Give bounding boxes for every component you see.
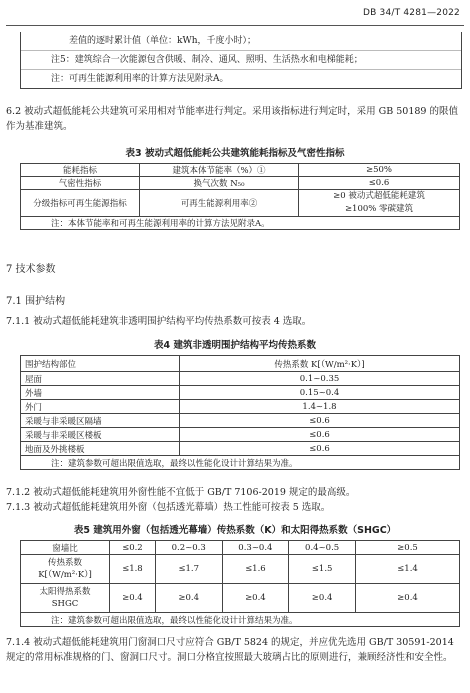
table-header-cell: 窗墙比 [21,541,110,555]
table5-note: 注：建筑参数可超出限值选取，最终以性能化设计计算结果为准。 [21,613,460,627]
table-cell: 分级指标可再生能源指标 [21,190,140,217]
table-cell: ≤0.6 [180,428,460,442]
note-line-2: 注5：建筑综合一次能源包含供暖、制冷、通风、照明、生活热水和电梯能耗； [21,50,461,69]
table-cell: ≤0.6 [299,177,460,190]
table-row [21,414,460,428]
table-row [21,356,460,372]
table-cell: 外墙 [21,386,180,400]
paragraph-7-1-1: 7.1.1 被动式超低能耗建筑非透明围护结构平均传热系数可按表 4 选取。 [6,316,312,327]
table-cell: 气密性指标 [21,177,140,190]
table-cell: 可再生能源利用率② [140,190,299,217]
table-cell [299,190,460,217]
shgc-abbr: SHGC [51,599,79,609]
table-row [21,372,460,386]
table-header-cell: 0.3~0.4 [222,541,289,555]
table-cell: ≤1.8 [110,555,156,584]
table-cell: 1.4~1.8 [180,400,460,414]
table4 [20,355,460,470]
table-cell: ≥0.4 [110,584,156,613]
table-cell: 0.1~0.35 [180,372,460,386]
table-cell: ≥0.4 [356,584,460,613]
table3-note: 注：本体节能率和可再生能源利用率的计算方法见附录A。 [21,217,460,230]
table-header-cell: 0.2~0.3 [155,541,222,555]
note-line-1: 差值的逐时累计值（单位：kWh，千度小时）； [69,36,257,46]
table-cell: 0.15~0.4 [180,386,460,400]
table-header-cell: 0.4~0.5 [289,541,356,555]
table3 [20,163,460,230]
table-row [21,541,460,555]
table-cell: ≥0.4 [155,584,222,613]
table-row [21,386,460,400]
section-7-heading: 7 技术参数 [6,264,56,275]
table-row [21,190,460,217]
renewable-zero-carbon-value: ≥100% 零碳建筑 [344,204,414,214]
table-cell: 采暖与非采暖区楼板 [21,428,180,442]
paragraph-7-1-4: 7.1.4 被动式超低能耗建筑用门窗洞口尺寸应符合 GB/T 5824 的规定，并应优先选用 GB/T 30591-2014 规定的常用标准规格的门、窗洞口尺寸。洞口分格宜按照最大玻璃占比的原则进行，兼顾经济性和安全性。 [6,637,454,663]
table-header-cell: ≥0.5 [356,541,460,555]
table-cell: ≤0.6 [180,414,460,428]
note-line-3: 注：可再生能源利用率的计算方法见附录A。 [21,69,461,88]
k-unit: K[（W/m²·K）] [38,570,92,580]
table-header-cell: ≤0.2 [110,541,156,555]
table4-caption: 表4 建筑非透明围护结构平均传热系数 [154,340,316,351]
table5 [20,540,460,627]
table-cell [21,555,110,584]
table-row [21,400,460,414]
table-cell: ≤1.7 [155,555,222,584]
table-row [21,442,460,456]
top-notes-box [20,32,462,89]
table-cell: 采暖与非采暖区隔墙 [21,414,180,428]
table-header-cell: 围护结构部位 [21,356,180,372]
table-cell: 地面及外挑楼板 [21,442,180,456]
table-row [21,613,460,627]
table-cell: 外门 [21,400,180,414]
paragraph-7-1-2: 7.1.2 被动式超低能耗建筑用外窗性能不宜低于 GB/T 7106-2019 规定的最高级。 [6,487,356,498]
renewable-passive-value: ≥0 被动式超低能耗建筑 [333,191,425,201]
table3-caption: 表3 被动式超低能耗公共建筑能耗指标及气密性指标 [125,148,345,159]
table-row [21,177,460,190]
section-7-1-heading: 7.1 围护结构 [6,296,66,307]
table-cell: ≥0.4 [289,584,356,613]
table-row [21,217,460,230]
k-label: 传热系数 [47,558,82,568]
header-rule [6,25,464,26]
table-row [21,584,460,613]
table-cell: 能耗指标 [21,164,140,177]
table-cell: ≤0.6 [180,442,460,456]
table-row [21,428,460,442]
table-row [21,555,460,584]
shgc-label: 太阳得热系数 [39,587,91,597]
table-cell: ≤1.4 [356,555,460,584]
paragraph-6-2: 6.2 被动式超低能耗公共建筑可采用相对节能率进行判定。采用该指标进行判定时，采用 GB 50189 的限值作为基准建筑。 [6,106,458,132]
table4-note: 注：建筑参数可超出限值选取，最终以性能化设计计算结果为准。 [21,456,460,470]
paragraph-7-1-3: 7.1.3 被动式超低能耗建筑用外窗（包括透光幕墙）热工性能可按表 5 选取。 [6,502,331,513]
table-cell: ≤1.6 [222,555,289,584]
table-row [21,164,460,177]
table-cell [21,584,110,613]
table-cell: ≥50% [299,164,460,177]
table-cell: 换气次数 N₅₀ [140,177,299,190]
table-cell: 屋面 [21,372,180,386]
table-row [21,456,460,470]
table-cell: 建筑本体节能率（%）① [140,164,299,177]
table5-caption: 表5 建筑用外窗（包括透光幕墙）传热系数（K）和太阳得热系数（SHGC） [73,525,397,536]
table-cell: ≤1.5 [289,555,356,584]
standard-number: DB 34/T 4281—2022 [362,8,460,18]
table-header-cell: 传热系数 K[（W/m²·K）] [180,356,460,372]
table-cell: ≥0.4 [222,584,289,613]
